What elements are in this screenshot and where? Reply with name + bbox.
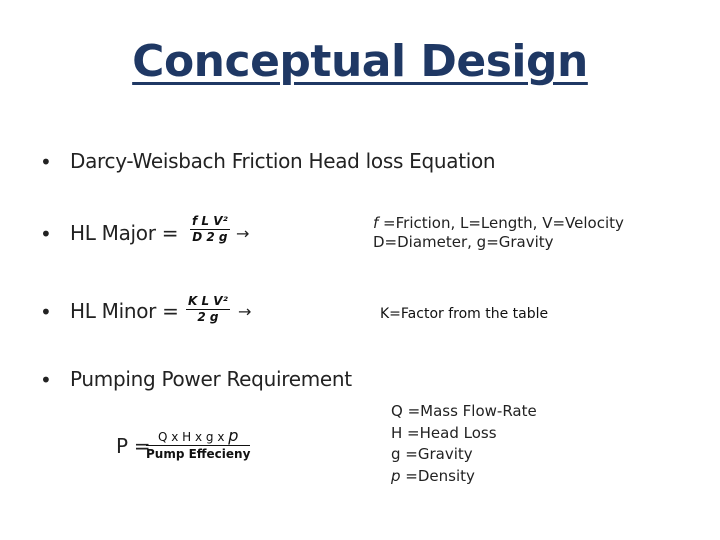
pump-numerator-var: p bbox=[228, 426, 239, 445]
bullet-darcy-weisbach: Darcy-Weisbach Friction Head loss Equation bbox=[70, 149, 496, 173]
pump-formula-fraction bbox=[146, 428, 250, 462]
pump-formula-lhs: P = bbox=[116, 434, 151, 458]
hl-minor-label: HL Minor = bbox=[70, 299, 179, 323]
arrow-icon: → bbox=[238, 302, 252, 321]
pump-numerator-text: Q x H x g x bbox=[157, 430, 229, 444]
note-line bbox=[373, 214, 624, 233]
hl-major-label: HL Major = bbox=[70, 221, 179, 245]
hl-major-numerator: f L V² bbox=[192, 214, 228, 228]
legend-var: p bbox=[391, 466, 401, 485]
pump-formula-numerator bbox=[146, 428, 250, 446]
pump-formula-denominator: Pump Effecieny bbox=[146, 447, 251, 461]
bullet-marker: • bbox=[40, 368, 52, 392]
legend-line bbox=[391, 401, 537, 423]
hl-major-notes bbox=[373, 214, 624, 252]
note-var: f bbox=[373, 214, 379, 232]
hl-minor-fraction bbox=[186, 294, 230, 325]
legend-line bbox=[391, 423, 537, 445]
legend-line bbox=[391, 444, 537, 466]
bullet-pumping-power: Pumping Power Requirement bbox=[70, 367, 352, 391]
bullet-marker: • bbox=[40, 300, 52, 324]
legend-text: =Density bbox=[400, 466, 475, 485]
legend-text: Q =Mass Flow-Rate bbox=[391, 402, 537, 420]
bullet-marker: • bbox=[40, 150, 52, 174]
legend-text: H =Head Loss bbox=[391, 423, 497, 442]
legend-text: g =Gravity bbox=[391, 445, 473, 463]
pump-legend bbox=[391, 401, 537, 487]
note-text: D=Diameter, g=Gravity bbox=[373, 233, 554, 251]
arrow-icon: → bbox=[236, 224, 250, 243]
hl-minor-numerator: K L V² bbox=[188, 294, 228, 308]
note-line bbox=[373, 233, 624, 252]
hl-major-fraction bbox=[190, 214, 230, 245]
note-text: =Friction, L=Length, V=Velocity bbox=[378, 214, 624, 232]
hl-minor-denominator: 2 g bbox=[197, 310, 219, 324]
legend-line bbox=[391, 466, 537, 488]
hl-minor-note: K=Factor from the table bbox=[380, 306, 549, 322]
bullet-marker: • bbox=[40, 222, 52, 246]
page-title: Conceptual Design bbox=[132, 36, 588, 87]
hl-major-denominator: D 2 g bbox=[192, 230, 228, 244]
